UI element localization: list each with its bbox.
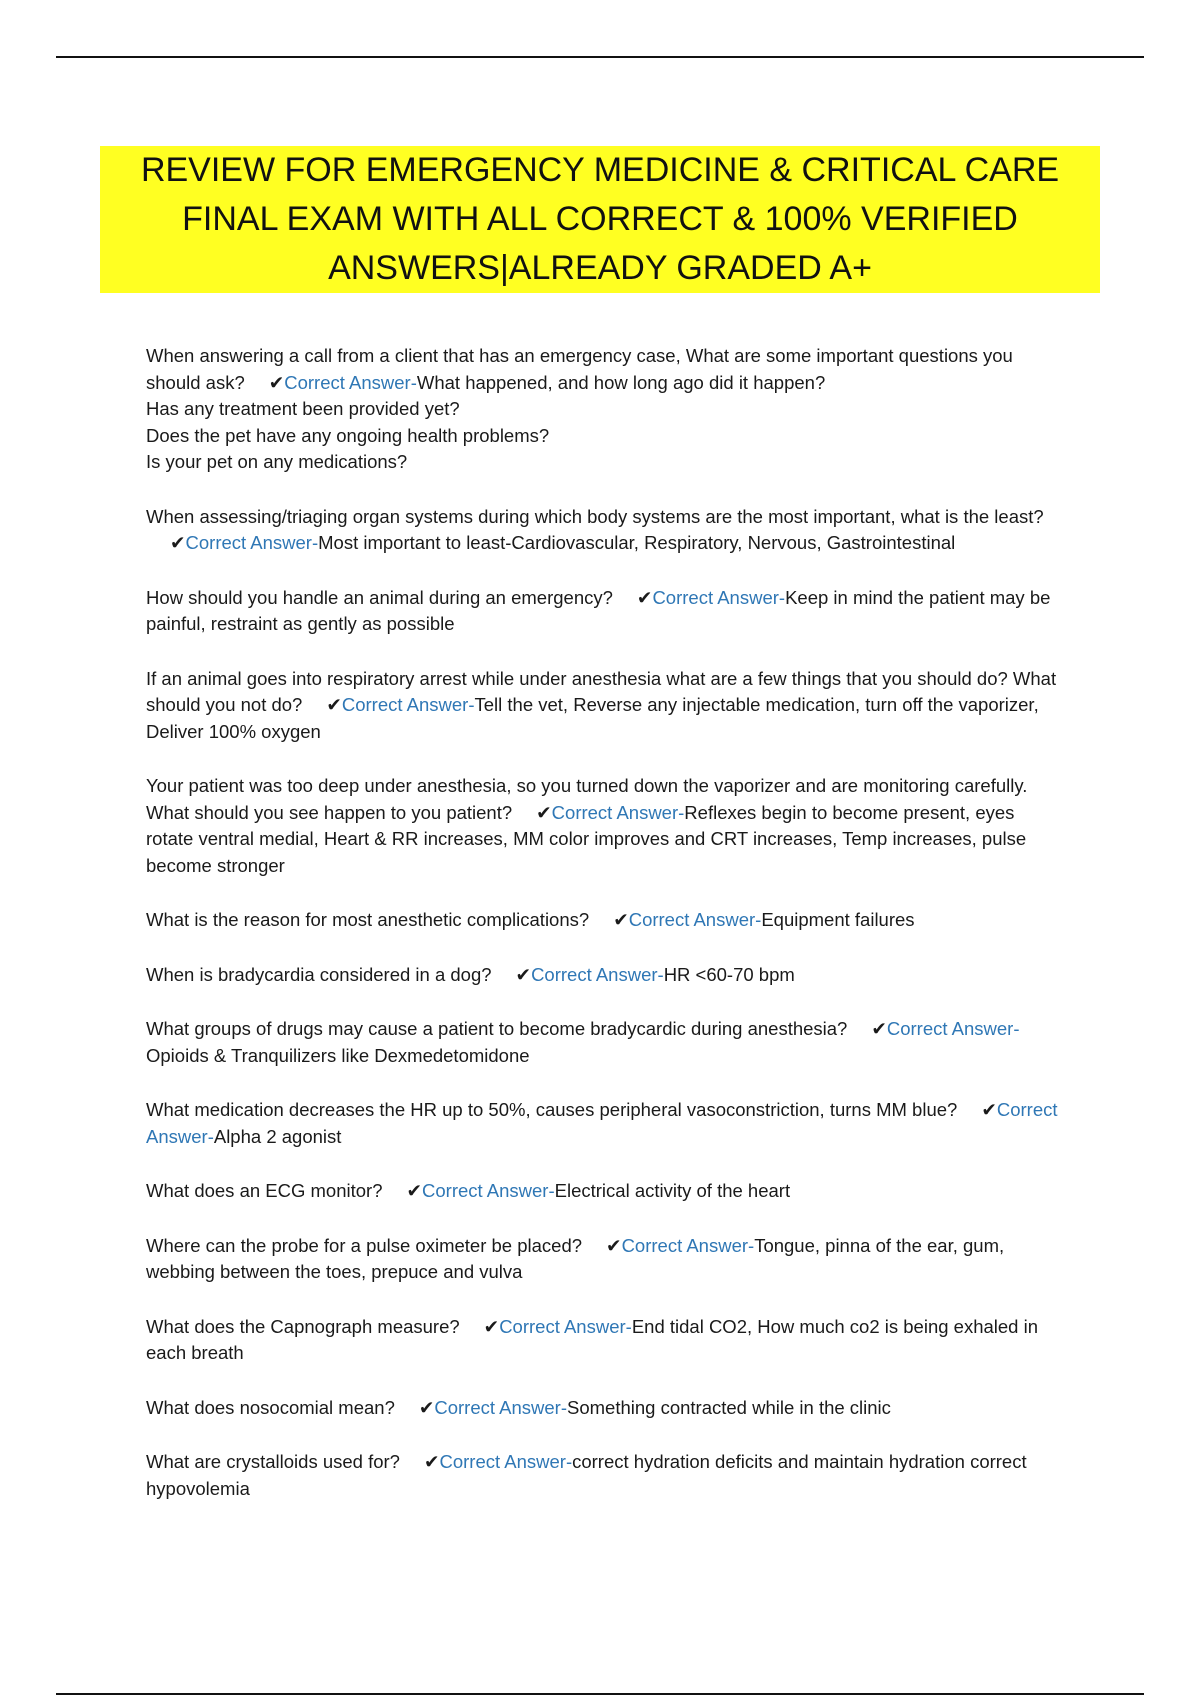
check-icon: ✔ (515, 963, 532, 985)
correct-answer-label: Correct Answer- (146, 1099, 1058, 1147)
check-icon: ✔ (606, 1234, 622, 1256)
question-text: What groups of drugs may cause a patient to become bradycardic during anesthesia? (146, 1018, 848, 1039)
question-text: What medication decreases the HR up to 50%, causes peripheral vasoconstriction, turns MM blue? (146, 1099, 958, 1120)
correct-answer-label: Correct Answer- (439, 1451, 573, 1472)
answer-text: correct hydration deficits and maintain hydration correct hypovolemia (146, 1451, 1027, 1499)
question-text: What does an ECG monitor? (146, 1180, 383, 1201)
check-icon: ✔ (268, 371, 285, 393)
question-text: What is the reason for most anesthetic complications? (146, 909, 590, 930)
check-icon: ✔ (613, 909, 629, 930)
answer-extra-line: Has any treatment been provided yet? (146, 398, 460, 419)
answer-text: Alpha 2 agonist (213, 1125, 342, 1147)
correct-answer-label: Correct Answer- (341, 694, 475, 715)
answer-text: Something contracted while in the clinic (567, 1396, 891, 1418)
question-text: What does the Capnograph measure? (146, 1315, 460, 1337)
title-line-2: FINAL EXAM WITH ALL CORRECT & 100% VERIFIED (182, 200, 1018, 238)
question-text: How should you handle an animal during an emergency? (146, 586, 613, 608)
answer-text: HR <60-70 bpm (663, 963, 795, 985)
answer-text: Tell the vet, Reverse any injectable medication, turn off the vaporizer, Deliver 100% oxygen (146, 694, 1039, 742)
correct-answer-label: Correct Answer- (551, 801, 685, 823)
answer-text: Equipment failures (761, 909, 915, 930)
check-icon: ✔ (423, 1451, 440, 1472)
correct-answer-label: Correct Answer- (422, 1180, 555, 1201)
qa-item (146, 773, 1066, 879)
correct-answer-label: Correct Answer- (531, 963, 664, 985)
answer-text: Most important to least-Cardiovascular, Respiratory, Nervous, Gastrointestinal (318, 532, 956, 553)
bottom-rule (56, 1693, 1144, 1695)
correct-answer-label: Correct Answer- (185, 532, 319, 553)
question-text: What does nosocomial mean? (146, 1396, 395, 1418)
qa-item (146, 1314, 1066, 1367)
answer-text: Opioids & Tranquilizers like Dexmedetomidone (146, 1044, 530, 1066)
correct-answer-label: Correct Answer- (652, 586, 786, 608)
qa-item (146, 962, 1066, 989)
title-line-1: REVIEW FOR EMERGENCY MEDICINE & CRITICAL CARE (140, 151, 1060, 189)
correct-answer-label: Correct Answer- (628, 909, 762, 930)
qa-item (146, 343, 1066, 476)
check-icon: ✔ (636, 586, 653, 608)
answer-text: Keep in mind the patient may be painful, restraint as gently as possible (146, 586, 1051, 634)
qa-item (146, 1395, 1066, 1422)
qa-item (146, 1178, 1066, 1205)
check-icon: ✔ (536, 801, 552, 823)
check-icon: ✔ (981, 1099, 997, 1120)
check-icon: ✔ (326, 694, 342, 715)
check-icon: ✔ (418, 1396, 435, 1418)
question-text: If an animal goes into respiratory arrest while under anesthesia what are a few things that you should do? What should you not do? (146, 667, 1062, 715)
qa-item (146, 504, 1066, 557)
check-icon: ✔ (406, 1180, 423, 1201)
check-icon: ✔ (483, 1315, 500, 1337)
document-title (100, 146, 1100, 293)
qa-item (146, 1097, 1066, 1150)
question-text: What are crystalloids used for? (146, 1451, 400, 1472)
correct-answer-label: Correct Answer- (284, 371, 417, 393)
top-rule (56, 56, 1144, 58)
correct-answer-label: Correct Answer- (499, 1315, 632, 1337)
question-text: Your patient was too deep under anesthesia, so you turned down the vaporizer and are monitoring carefully. What should you see happen to you patient? (146, 775, 1033, 823)
question-text: When assessing/triaging organ systems during which body systems are the most important, what is the least? (146, 505, 1044, 527)
answer-text: Electrical activity of the heart (554, 1180, 791, 1201)
answer-extra-line: Is your pet on any medications? (146, 451, 408, 472)
check-icon: ✔ (871, 1018, 887, 1039)
correct-answer-label: Correct Answer- (434, 1396, 567, 1418)
title-line-3: ANSWERS|ALREADY GRADED A+ (328, 249, 872, 287)
qa-item (146, 585, 1066, 638)
answer-text: Reflexes begin to become present, eyes rotate ventral medial, Heart & RR increases, MM color improves and CRT increases, Temp increases, pulse become stronger (146, 801, 1027, 876)
correct-answer-label: Correct Answer- (886, 1018, 1020, 1039)
qa-item (146, 907, 1066, 934)
answer-text: What happened, and how long ago did it happen? (416, 371, 826, 393)
question-text: When answering a call from a client that has an emergency case, What are some important questions you should ask? (146, 345, 1018, 393)
answer-text: End tidal CO2, How much co2 is being exhaled in each breath (146, 1315, 1039, 1363)
qa-item (146, 666, 1066, 746)
answer-text: Tongue, pinna of the ear, gum, webbing between the toes, prepuce and vulva (146, 1234, 1005, 1282)
answer-extra-line: Does the pet have any ongoing health problems? (146, 424, 550, 446)
qa-list (146, 343, 1066, 1530)
qa-item (146, 1016, 1066, 1069)
question-text: Where can the probe for a pulse oximeter be placed? (146, 1234, 583, 1256)
question-text: When is bradycardia considered in a dog? (146, 963, 492, 985)
check-icon: ✔ (170, 532, 186, 553)
correct-answer-label: Correct Answer- (621, 1234, 755, 1256)
qa-item (146, 1233, 1066, 1286)
qa-item (146, 1449, 1066, 1502)
